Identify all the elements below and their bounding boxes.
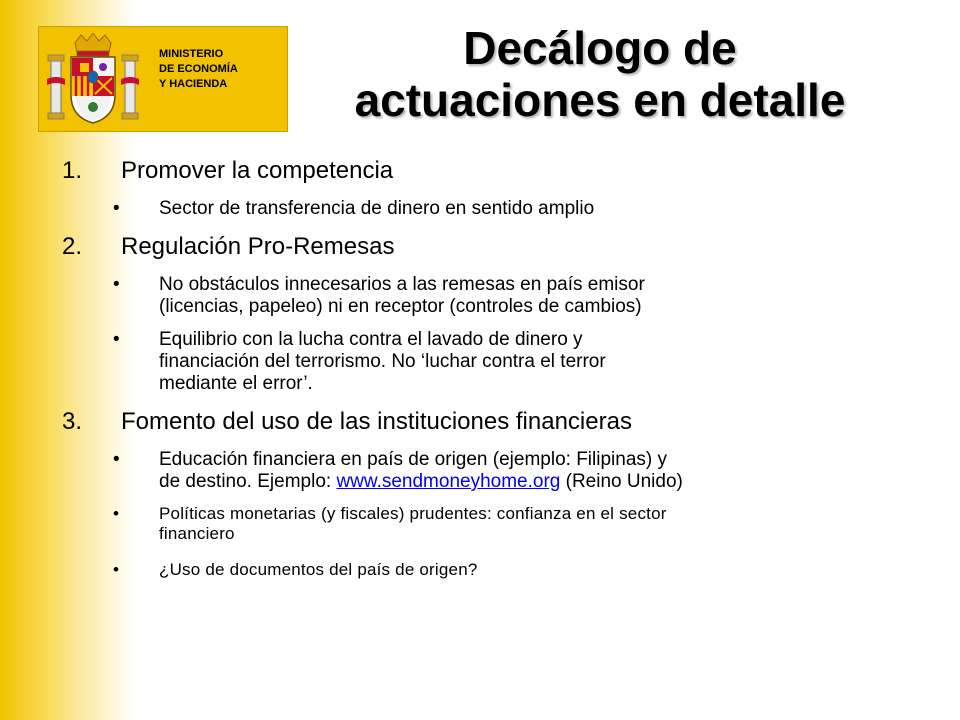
sendmoneyhome-link[interactable]: www.sendmoneyhome.org: [336, 471, 561, 492]
item-number: 3.: [62, 408, 83, 435]
item-number: 2.: [62, 233, 83, 260]
bullet-text: de destino. Ejemplo:: [159, 471, 337, 492]
item-heading-text: Fomento del uso de las instituciones financieras: [121, 408, 632, 435]
list-item: [62, 198, 922, 220]
bullet-text: ¿Uso de documentos del país de origen?: [159, 560, 478, 579]
bullet-icon: •: [113, 504, 120, 523]
bullet-line: Educación financiera en país de origen (ejemplo: Filipinas) y: [159, 449, 667, 470]
item-heading-2: [62, 232, 922, 262]
item-2-bullets: [62, 274, 922, 395]
bullet-line: financiero: [159, 524, 235, 543]
item-heading-3: [62, 407, 922, 437]
slide-content: [62, 156, 922, 580]
bullet-icon: •: [113, 198, 120, 219]
bullet-line: (licencias, papeleo) ni en receptor (controles de cambios): [159, 296, 642, 317]
bullet-line: mediante el error’.: [159, 373, 313, 394]
bullet-icon: •: [113, 329, 120, 350]
list-item: [62, 329, 922, 395]
item-number: 1.: [62, 157, 83, 184]
list-item: [62, 449, 922, 493]
bullet-icon: •: [113, 560, 120, 579]
bullet-text: Sector de transferencia de dinero en sentido amplio: [159, 198, 595, 219]
ministry-line-2: DE ECONOMÍA: [159, 63, 238, 75]
bullet-line: [159, 471, 922, 493]
item-heading-text: Regulación Pro-Remesas: [121, 233, 395, 260]
item-3-bullets: [62, 449, 922, 580]
list-item: [62, 274, 922, 318]
list-item: [62, 504, 922, 544]
bullet-line: Políticas monetarias (y fiscales) prudentes: confianza en el sector: [159, 504, 667, 523]
slide-title: [290, 22, 910, 126]
ministry-name: [159, 47, 238, 92]
bullet-line: No obstáculos innecesarios a las remesas en país emisor: [159, 274, 645, 295]
item-heading-1: [62, 156, 922, 186]
ministry-line-1: MINISTERIO: [159, 48, 224, 60]
item-heading-text: Promover la competencia: [121, 157, 394, 184]
bullet-line: financiación del terrorismo. No ‘luchar contra el terror: [159, 351, 606, 372]
list-item: [62, 560, 922, 580]
title-line-1: Decálogo de: [463, 22, 737, 74]
bullet-icon: •: [113, 449, 120, 470]
bullet-icon: •: [113, 274, 120, 295]
coat-of-arms-icon: [45, 33, 141, 125]
title-line-2: actuaciones en detalle: [354, 74, 846, 126]
bullet-line: Equilibrio con la lucha contra el lavado de dinero y: [159, 329, 583, 350]
item-1-bullets: [62, 198, 922, 220]
ministry-line-3: Y HACIENDA: [159, 78, 228, 90]
bullet-text: (Reino Unido): [560, 471, 683, 492]
ministry-logo: [38, 26, 288, 132]
